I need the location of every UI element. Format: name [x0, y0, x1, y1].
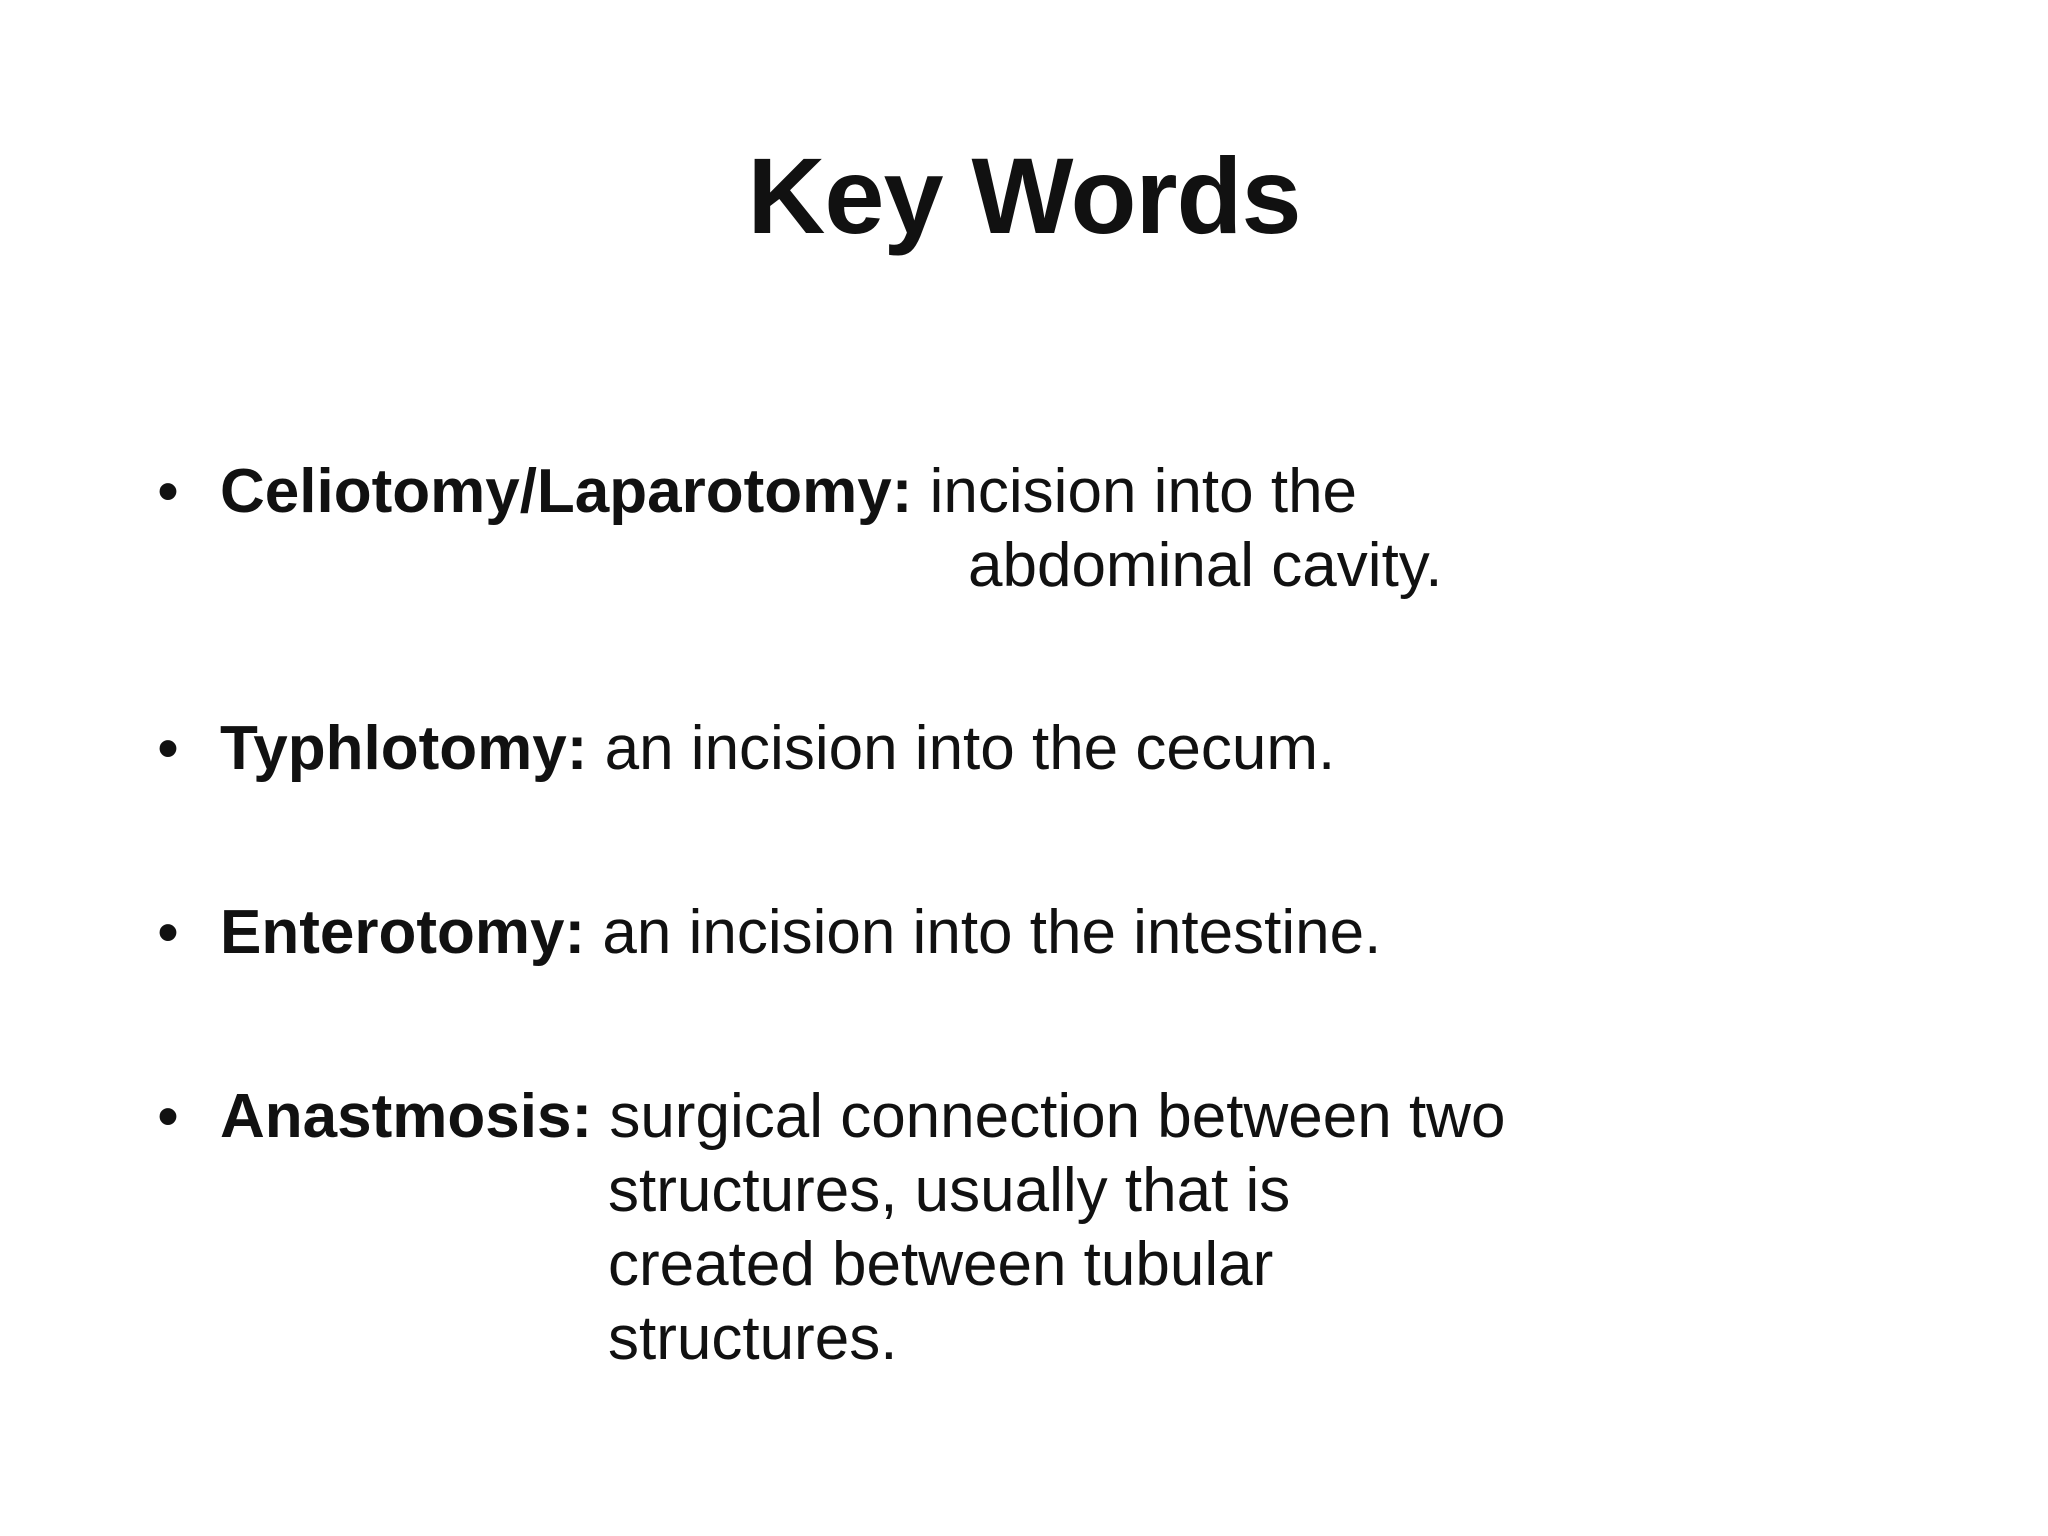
definition-line: an incision into the intestine.: [602, 898, 1382, 967]
definition-line: structures.: [608, 1304, 898, 1373]
item-first-line: [220, 455, 1357, 529]
definition-line: abdominal cavity.: [968, 531, 1443, 600]
item-first-line: [220, 1080, 1505, 1154]
list-item-typhlotomy: [148, 712, 1748, 792]
item-first-line: [220, 712, 1335, 786]
definition-line: surgical connection between two: [609, 1082, 1506, 1151]
bullet: •: [157, 898, 179, 967]
slide-title: Key Words: [747, 135, 1301, 256]
list-item-anastmosis: [148, 1080, 1848, 1390]
term-label: Enterotomy:: [220, 898, 586, 967]
term-label: Typhlotomy:: [220, 714, 588, 783]
definition-line: created between tubular: [608, 1230, 1274, 1299]
definition-line: incision into the: [929, 457, 1358, 526]
term-label: Celiotomy/Laparotomy:: [220, 457, 913, 526]
definition-line: structures, usually that is: [608, 1156, 1291, 1225]
definition-line: an incision into the cecum.: [604, 714, 1336, 783]
list-item-enterotomy: [148, 896, 1748, 976]
bullet: •: [157, 714, 179, 783]
bullet: •: [157, 1082, 179, 1151]
item-first-line: [220, 896, 1381, 970]
term-label: Anastmosis:: [220, 1082, 593, 1151]
list-item-celiotomy: [148, 455, 1748, 615]
bullet: •: [157, 457, 179, 526]
